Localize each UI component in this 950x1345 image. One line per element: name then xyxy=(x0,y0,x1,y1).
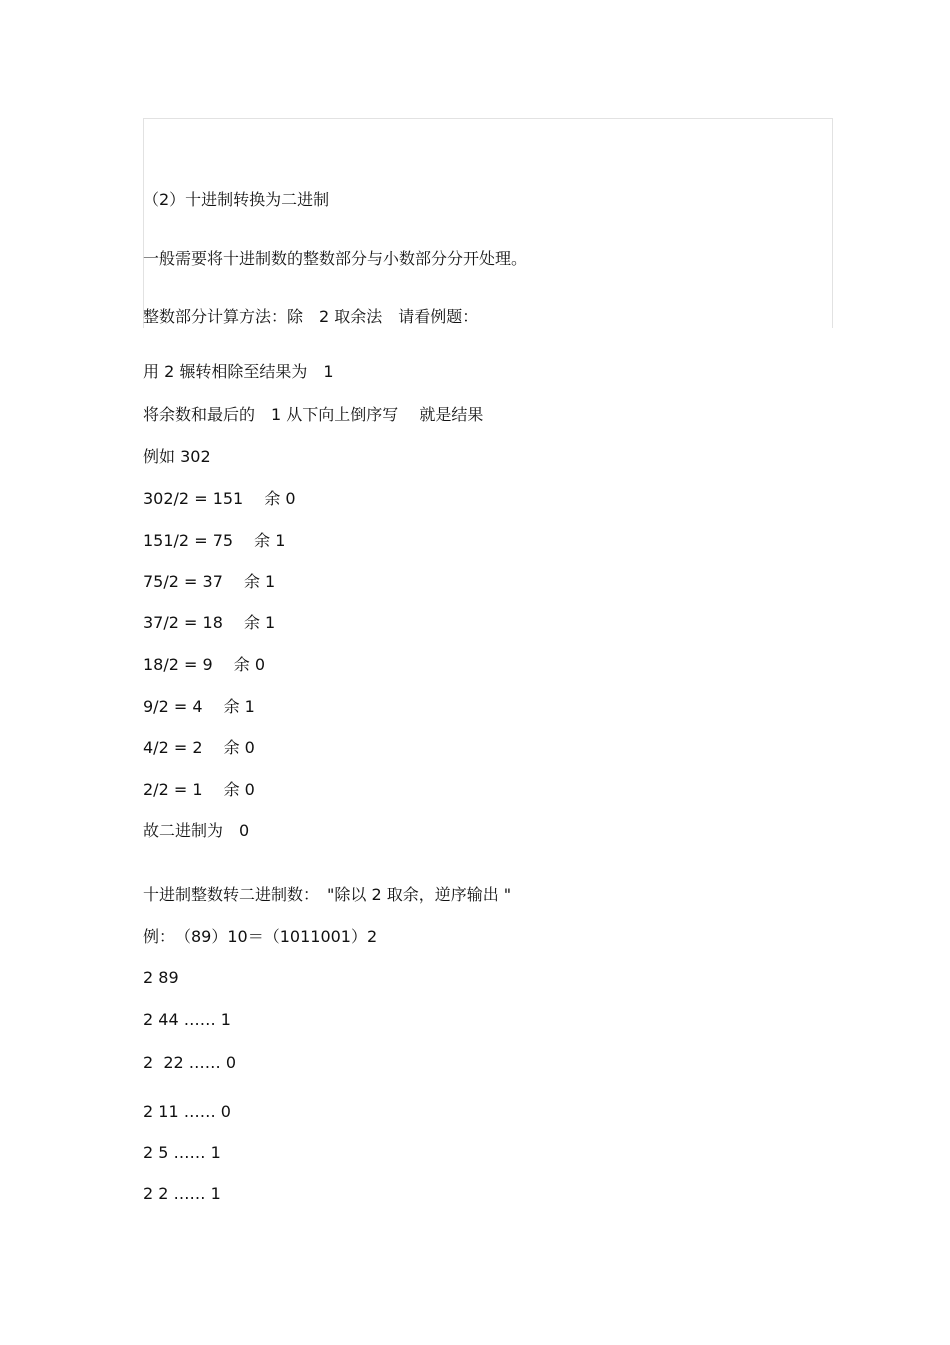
method-step-2: 将余数和最后的 1 从下向上倒序写 就是结果 xyxy=(143,405,484,424)
content-frame-border xyxy=(143,118,833,328)
division-step: 302/2 = 151 余 0 xyxy=(143,489,296,508)
intro-paragraph: 一般需要将十进制数的整数部分与小数部分分开处理。 xyxy=(143,249,528,268)
section-heading: （2）十进制转换为二进制 xyxy=(143,190,330,209)
example-label: 例如 302 xyxy=(143,447,211,466)
division-row: 2 22 …… 0 xyxy=(143,1053,237,1072)
division-row: 2 5 …… 1 xyxy=(143,1143,221,1162)
example-2: 例： （89）10＝（1011001）2 xyxy=(143,927,378,946)
division-step: 151/2 = 75 余 1 xyxy=(143,531,286,550)
division-row: 2 89 xyxy=(143,968,179,987)
division-step: 75/2 = 37 余 1 xyxy=(143,572,276,591)
division-step: 2/2 = 1 余 0 xyxy=(143,780,255,799)
division-step: 37/2 = 18 余 1 xyxy=(143,613,276,632)
binary-result: 故二进制为 0 xyxy=(143,821,250,840)
method-paragraph: 整数部分计算方法：除 2 取余法 请看例题： xyxy=(143,307,479,326)
conversion-rule: 十进制整数转二进制数： "除以 2 取余，逆序输出 " xyxy=(143,885,512,904)
division-row: 2 2 …… 1 xyxy=(143,1184,221,1203)
division-step: 4/2 = 2 余 0 xyxy=(143,738,255,757)
method-step-1: 用 2 辗转相除至结果为 1 xyxy=(143,362,334,381)
division-step: 18/2 = 9 余 0 xyxy=(143,655,266,674)
division-step: 9/2 = 4 余 1 xyxy=(143,697,255,716)
division-row: 2 11 …… 0 xyxy=(143,1102,231,1121)
division-row: 2 44 …… 1 xyxy=(143,1010,231,1029)
